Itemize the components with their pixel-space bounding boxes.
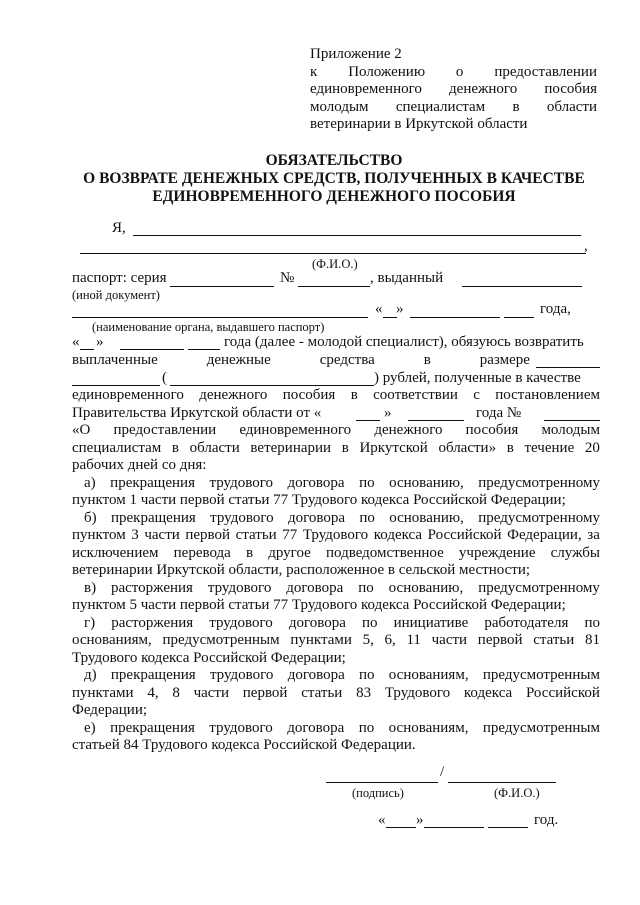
resolution-number-field[interactable] <box>544 420 600 421</box>
issue-day-field[interactable] <box>383 317 397 318</box>
word: с <box>473 387 480 403</box>
word: другое <box>268 544 311 561</box>
word: к <box>310 63 318 80</box>
word: основанию, <box>389 474 464 491</box>
appendix-line-5: ветеринарии в Иркутской области <box>310 116 528 132</box>
word: подведомственное <box>325 544 444 561</box>
item-d-line-2 <box>72 685 600 703</box>
appendix-line-1: Приложение 2 <box>310 46 402 62</box>
word: прекращения <box>110 667 196 683</box>
word: в <box>350 387 358 403</box>
word: первой <box>477 632 523 648</box>
issued-label: , выданный <box>370 270 444 286</box>
item-b-line-3 <box>72 545 600 563</box>
word: предусмотренному <box>478 474 600 491</box>
signature-caption: (подпись) <box>352 786 404 800</box>
sign-date-quote-open: « <box>378 812 386 828</box>
item-e-line-1 <box>72 720 600 738</box>
word: расторжения <box>111 614 194 631</box>
sign-month-field[interactable] <box>424 827 484 828</box>
issue-date-quote-close: » <box>396 301 404 317</box>
word: инициативе <box>393 614 469 631</box>
sign-year-field[interactable] <box>488 827 528 828</box>
word: прекращения <box>110 474 195 491</box>
body-row-1-words <box>72 352 530 370</box>
signature-slash: / <box>440 764 445 780</box>
word: части <box>193 684 230 701</box>
item-b-line-1 <box>72 510 600 528</box>
amount-rest: ) рублей, полученные в качестве <box>374 369 581 386</box>
word: 4, <box>147 684 159 701</box>
word: Иркутской <box>359 439 428 456</box>
word: основанию, <box>389 509 464 526</box>
issuer-field[interactable] <box>72 317 368 318</box>
word: по <box>584 614 600 631</box>
word: предусмотренным <box>482 719 600 736</box>
word: 8 <box>172 684 180 701</box>
resolution-month-field[interactable] <box>408 420 464 421</box>
title-line-3: ЕДИНОВРЕМЕННОГО ДЕНЕЖНОГО ПОСОБИЯ <box>152 188 516 205</box>
word: 81 <box>585 632 600 648</box>
body-row-2 <box>72 370 600 388</box>
word: за <box>587 527 600 543</box>
word: е) <box>84 719 96 736</box>
document-title <box>60 152 608 206</box>
start-day-field[interactable] <box>80 349 94 350</box>
title-line-2: О ВОЗВРАТЕ ДЕНЕЖНЫХ СРЕДСТВ, ПОЛУЧЕННЫХ В КАЧЕСТВЕ <box>83 170 585 187</box>
item-v-line-1 <box>72 580 600 598</box>
title-line-1: ОБЯЗАТЕЛЬСТВО <box>265 152 403 169</box>
word: ветеринарии <box>250 439 332 456</box>
word: г) <box>84 614 96 631</box>
body-row-5 <box>72 422 600 440</box>
word: статьи <box>301 684 343 701</box>
issued-by-field[interactable] <box>462 286 582 287</box>
word: в <box>246 544 254 561</box>
word: договора <box>287 667 345 683</box>
item-e-line-2: статьей 84 Трудового кодекса Российской Федерации. <box>72 737 416 753</box>
issuer-caption: (наименование органа, выдавшего паспорт) <box>92 320 325 334</box>
word: расторжения <box>110 579 193 596</box>
fio-line-1[interactable] <box>133 235 581 236</box>
word: в <box>423 352 431 368</box>
word: денежного <box>449 81 518 97</box>
appendix-line-3 <box>310 81 597 99</box>
date-line-text: года (далее - молодой специалист), обязуюсь возвратить <box>224 334 584 350</box>
body-row-6 <box>72 440 600 458</box>
word: специалистам <box>72 439 162 456</box>
word: пунктами <box>290 632 352 648</box>
date-quote-close: » <box>96 334 104 350</box>
word: Федерации, <box>507 527 582 543</box>
passport-number-sign: № <box>280 270 295 286</box>
word: по <box>358 579 374 596</box>
sign-date-quote-close: » <box>416 812 424 828</box>
word: основанию, <box>388 579 464 596</box>
word: области <box>546 98 597 115</box>
word: 11 <box>406 632 421 648</box>
word: по <box>359 474 375 491</box>
resolution-goda: года № <box>476 404 522 421</box>
word: «О <box>72 422 91 438</box>
word: кодекса <box>463 684 513 701</box>
word: статьи <box>235 527 277 543</box>
word: области <box>189 439 240 456</box>
word: Положению <box>348 63 426 80</box>
passport-series-label: паспорт: серия <box>72 270 167 286</box>
issue-year-field[interactable] <box>504 317 534 318</box>
word: трудового <box>209 474 273 491</box>
amount-field[interactable] <box>536 367 600 368</box>
word: трудового <box>207 579 272 596</box>
body-row-3 <box>72 387 600 405</box>
body-row-1 <box>72 352 600 370</box>
word: единовременного <box>310 81 422 97</box>
word: договора <box>287 509 346 526</box>
word: трудового <box>209 719 273 736</box>
appendix-block <box>310 46 597 134</box>
item-a-line-2: пунктом 1 части первой статьи 77 Трудового кодекса Российской Федерации; <box>72 492 566 508</box>
word: пособия <box>282 387 336 403</box>
amount-paren-open: ( <box>162 369 167 386</box>
sign-day-field[interactable] <box>386 827 416 828</box>
word: Российской <box>525 684 600 701</box>
amount-words-field[interactable] <box>170 385 374 386</box>
word: молодым <box>310 98 369 115</box>
word: по <box>361 614 378 631</box>
word: работодателя <box>484 614 569 631</box>
word: в <box>512 98 520 115</box>
word: 5, <box>362 632 374 648</box>
word: договора <box>287 719 345 736</box>
word: по <box>358 719 375 736</box>
signature-fio-field[interactable] <box>448 782 556 783</box>
issue-year-word: года, <box>540 301 571 317</box>
word: специалистам <box>395 98 486 115</box>
item-d-line-3: Федерации; <box>72 702 148 718</box>
body-row-4 <box>72 405 600 423</box>
word: в <box>341 439 349 456</box>
other-doc-caption: (иной документ) <box>72 288 160 302</box>
word: Российской <box>427 527 502 543</box>
word: предоставлении <box>494 63 597 80</box>
word: части <box>144 527 180 543</box>
word: в <box>171 439 179 456</box>
item-g-line-3: Трудового кодекса Российской Федерации; <box>72 649 346 666</box>
word: течение <box>524 439 575 456</box>
word: области» <box>438 439 497 456</box>
item-g-line-1 <box>72 615 600 633</box>
item-b-line-2 <box>72 527 600 545</box>
sign-year-word: год. <box>534 812 559 828</box>
word: основаниям, <box>388 719 469 736</box>
word: трудового <box>209 667 274 683</box>
word: учреждение <box>458 544 536 561</box>
word: статьи <box>533 632 575 648</box>
word: пунктом <box>72 527 126 543</box>
obligation-body <box>72 352 600 755</box>
item-d-line-1 <box>72 667 600 685</box>
word: кодекса <box>373 527 423 543</box>
resolution-quote-close: » <box>384 404 392 421</box>
word: единовременного <box>72 387 184 403</box>
word: единовременного <box>239 422 352 438</box>
date-quote-open: « <box>72 334 80 350</box>
word: 20 <box>584 439 600 456</box>
word: выплаченные <box>72 352 158 368</box>
word: трудового <box>209 614 273 631</box>
issue-month-field[interactable] <box>410 317 500 318</box>
fio-caption: (Ф.И.О.) <box>312 257 358 271</box>
word: прекращения <box>110 509 196 526</box>
body-row-7: рабочих дней со дня: <box>72 457 207 473</box>
word: о <box>455 63 464 80</box>
word: первой <box>185 527 231 543</box>
issue-date-quote-open: « <box>375 301 383 317</box>
word: размере <box>479 352 530 368</box>
item-a-line-1 <box>72 475 600 493</box>
amount-digits-field[interactable] <box>72 385 160 386</box>
signature-field[interactable] <box>326 782 438 783</box>
fio-line-2[interactable] <box>80 253 586 254</box>
word: постановлением <box>495 387 600 403</box>
start-year-field[interactable] <box>188 349 220 350</box>
word: по <box>359 509 375 526</box>
word: предусмотренным <box>162 632 280 648</box>
word: 6, <box>384 632 396 648</box>
start-month-field[interactable] <box>120 349 184 350</box>
word: исключением <box>72 544 159 561</box>
fio-comma: , <box>584 238 588 254</box>
word: б) <box>84 509 97 526</box>
appendix-line-2 <box>310 64 597 82</box>
signature-fio-caption: (Ф.И.О.) <box>494 786 540 800</box>
word: денежного <box>374 422 443 438</box>
word: Трудового <box>384 684 451 701</box>
word: пособия <box>465 422 519 438</box>
word: 77 <box>282 527 298 543</box>
word: 83 <box>356 684 372 701</box>
word: первой <box>242 684 288 701</box>
word: д) <box>84 667 97 683</box>
word: службы <box>550 544 600 561</box>
word: пособия <box>544 81 597 97</box>
word: в) <box>84 579 97 596</box>
word: договора <box>288 614 346 631</box>
word: средства <box>319 352 375 368</box>
word: основаниям, <box>388 667 469 683</box>
word: основаниям, <box>72 632 152 648</box>
word: молодым <box>541 422 600 438</box>
word: предусмотренному <box>478 579 600 596</box>
item-v-line-2: пунктом 5 части первой статьи 77 Трудового кодекса Российской Федерации; <box>72 597 566 613</box>
word: трудового <box>210 509 274 526</box>
passport-series-field[interactable] <box>170 286 274 287</box>
passport-number-field[interactable] <box>298 286 370 287</box>
word: пунктами <box>72 684 134 701</box>
word: предоставлении <box>113 422 217 438</box>
word: соответствии <box>373 387 458 403</box>
word: прекращения <box>110 719 195 736</box>
resolution-day-field[interactable] <box>356 420 380 421</box>
ya-label: Я, <box>112 220 126 236</box>
item-b-line-4: ветеринарии Иркутской области, расположенное в сельской местности; <box>72 562 531 578</box>
word: части <box>431 632 468 648</box>
word: денежного <box>199 387 268 403</box>
word: предусмотренным <box>482 667 600 683</box>
word: в <box>506 439 514 456</box>
item-g-line-2 <box>72 632 600 650</box>
word: перевода <box>173 544 231 561</box>
word: договора <box>286 579 344 596</box>
word: договора <box>287 474 345 491</box>
word: 3 <box>131 527 139 543</box>
resolution-from: Правительства Иркутской области от « <box>72 404 322 421</box>
word: Трудового <box>302 527 369 543</box>
word: а) <box>84 474 96 491</box>
word: предусмотренному <box>478 509 600 526</box>
word: по <box>359 667 375 683</box>
appendix-line-4 <box>310 99 597 117</box>
word: денежные <box>206 352 271 368</box>
